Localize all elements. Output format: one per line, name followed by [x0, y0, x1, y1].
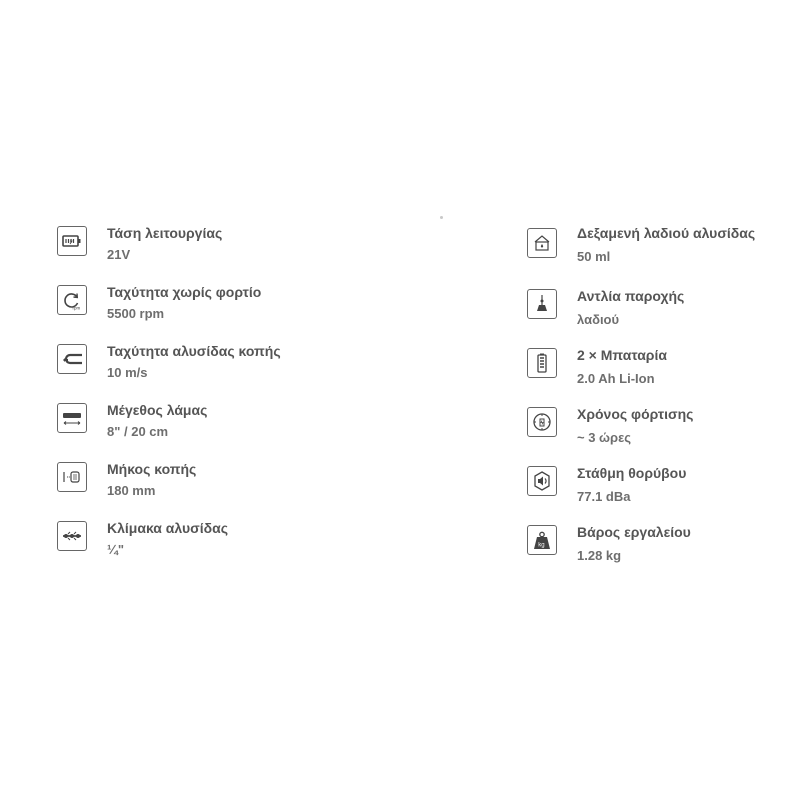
spec-label: Μέγεθος λάμας: [107, 402, 208, 418]
spec-label: Βάρος εργαλείου: [577, 524, 691, 540]
spec-label: Κλίμακα αλυσίδας: [107, 520, 228, 536]
spec-value: 21V: [107, 247, 131, 262]
spec-value: ¼": [107, 542, 125, 557]
spec-label: 2 × Μπαταρία: [577, 347, 667, 363]
spec-value: 5500 rpm: [107, 306, 165, 321]
oil-tank-icon: [527, 228, 557, 258]
rpm-rotation-icon: [57, 285, 87, 315]
spec-value: 1.28 kg: [577, 548, 622, 563]
oil-pump-icon: [527, 289, 557, 319]
svg-text:kg: kg: [538, 542, 545, 549]
bar-length-icon: [57, 403, 87, 433]
cutting-length-icon: [57, 462, 87, 492]
noise-level-icon: [527, 466, 557, 496]
spec-label: Ταχύτητα αλυσίδας κοπής: [107, 343, 281, 359]
decorative-dot: [440, 216, 443, 219]
chain-speed-icon: [57, 344, 87, 374]
spec-value: 50 ml: [577, 249, 611, 264]
spec-label: Μήκος κοπής: [107, 461, 197, 477]
spec-label: Ταχύτητα χωρίς φορτίο: [107, 284, 262, 300]
spec-label: Χρόνος φόρτισης: [577, 406, 694, 422]
charging-timer-icon: [527, 407, 557, 437]
battery-icon: [527, 348, 557, 378]
weight-kg-icon: [527, 525, 557, 555]
battery-voltage-icon: [57, 226, 87, 256]
svg-text:rpm: rpm: [72, 305, 81, 311]
spec-value: 8" / 20 cm: [107, 424, 169, 439]
chain-pitch-icon: [57, 521, 87, 551]
spec-value: 77.1 dBa: [577, 489, 631, 504]
spec-value: ~ 3 ώρες: [577, 430, 631, 445]
spec-label: Δεξαμενή λαδιού αλυσίδας: [577, 225, 756, 241]
spec-value: λαδιού: [577, 312, 620, 327]
spec-value: 2.0 Ah Li-Ion: [577, 371, 655, 386]
spec-label: Τάση λειτουργίας: [107, 225, 223, 241]
spec-value: 180 mm: [107, 483, 156, 498]
spec-value: 10 m/s: [107, 365, 148, 380]
spec-label: Αντλία παροχής: [577, 288, 685, 304]
spec-label: Στάθμη θορύβου: [577, 465, 687, 481]
